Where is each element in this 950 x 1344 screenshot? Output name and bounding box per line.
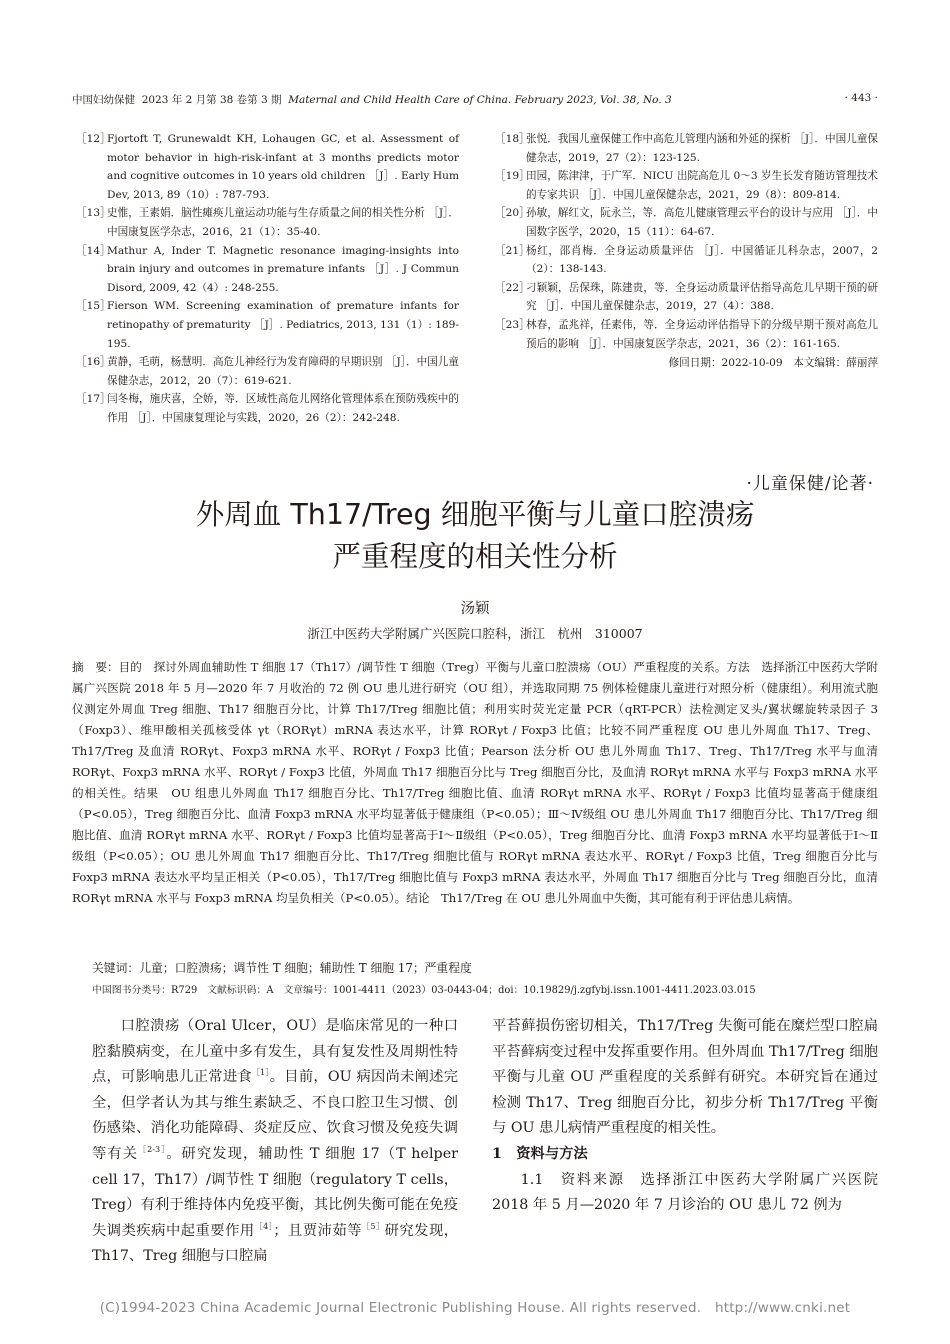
reference-number: ［23］ [495, 318, 530, 331]
citation: ［1］ [251, 1068, 270, 1078]
intro-paragraph [92, 1014, 458, 1270]
reference-text: Fierson WM. Screening examination of premature infants for retinopathy of prematurity ［J］. Pediatrics, 2013, 131（1）: 189-195. [107, 300, 459, 350]
reference-number: ［22］ [495, 281, 530, 294]
reference-item [495, 242, 878, 279]
intro-text-3: 。研究发现，辅助性 T 细胞 17（T helper cell 17，Th17）/调节性 T 细胞（regulatory T cells，Treg）有利于维持体内免疫平衡，其比例失衡可能在免疫失调类疾病中起重要作用 [92, 1145, 458, 1239]
section-heading-methods: 1 资料与方法 [492, 1145, 588, 1162]
revision-date-editor: 修回日期：2022-10-09 本文编辑：薛丽萍 [668, 357, 878, 370]
citation: ［2-3］ [138, 1145, 167, 1155]
abstract: 摘 要：目的 探讨外周血辅助性 T 细胞 17（Th17）/调节性 T 细胞（Treg）平衡与儿童口腔溃疡（OU）严重程度的关系。方法 选择浙江中医药大学附属广兴医院 2018 年 5 月—2020 年 7 月收治的 72 例 OU 患儿进行研究（OU 组），并选取同期 75 例体检健康儿童进行对照分析（健康组）。利用流式胞仪测定外周血 Treg 细胞、Th17 细胞百分比，计算 Th17/Treg 细胞比值；利用实时荧光定量 PCR（qRT-PCR）法检测定叉头/翼状螺旋转录因子 3（Foxp3）、维甲酸相关孤核受体 γt（RORγt）mRNA 表达水平，计算 RORγt / Foxp3 比值；比较不同严重程度 OU 患儿外周血 Th17、Treg、Th17/Treg 及血清 RORγt、Foxp3 mRNA 水平、RORγt / Foxp3 比值；Pearson 法分析 OU 患儿外周血 Th17、Treg、Th17/Treg 水平与血清 RORγt、Foxp3 mRNA 水平、RORγt / Foxp3 比值，外周血 Th17 细胞百分比与 Treg 细胞百分比，及血清 RORγt mRNA 水平与 Foxp3 mRNA 水平的相关性。结果 OU 组患儿外周血 Th17 细胞百分比、Th17/Treg 细胞比值、血清 RORγt mRNA 水平、RORγt / Foxp3 比值均显著高于健康组（P<0.05），Treg 细胞百分比、血清 Foxp3 mRNA 水平均显著低于健康组（P<0.05）；Ⅲ～Ⅳ级组 OU 患儿外周血 Th17 细胞百分比、Th17/Treg 细胞比值、血清 RORγt mRNA 水平、RORγt / Foxp3 比值均显著高于Ⅰ～Ⅱ级组（P<0.05），Treg 细胞百分比、血清 Foxp3 mRNA 水平均显著低于Ⅰ～Ⅱ级组（P<0.05）；OU 患儿外周血 Th17 细胞百分比、Th17/Treg 细胞比值与 RORγt mRNA 表达水平、RORγt / Foxp3 比值，Treg 细胞百分比与 Foxp3 mRNA 表达水平均呈正相关（P<0.05），Th17/Treg 细胞比值与 Foxp3 mRNA 表达水平，外周血 Th17 细胞百分比与 Treg 细胞百分比，血清 RORγt mRNA 水平与 Foxp3 mRNA 均呈负相关（P<0.05）。结论 Th17/Treg 在 OU 患儿外周血中失衡，其可能有利于评估患儿病情。 [72, 660, 878, 905]
reference-number: ［18］ [495, 133, 530, 145]
intro-paragraph-continued: 平苔藓损伤密切相关，Th17/Treg 失衡可能在糜烂型口腔扁平苔藓病变过程中发挥重要作用。但外周血 Th17/Treg 细胞平衡与儿童 OU 严重程度的关系鲜有研究。本研究旨在通过检测 Th17、Treg 细胞百分比，初步分析 Th17/Treg 平衡与 OU 患儿病情严重程度的相关性。 [492, 1018, 878, 1137]
reference-number: ［19］ [495, 170, 530, 183]
reference-text: 黄静，毛萌，杨慧明．高危儿神经行为发育障碍的早期识别 ［J］．中国儿童保健杂志，2012，20（7）：619-621. [107, 356, 459, 387]
running-header [72, 92, 878, 107]
title-line-1: 外周血 Th17/Treg 细胞平衡与儿童口腔溃疡 [195, 498, 755, 531]
reference-number: ［14］ [76, 244, 111, 257]
reference-item [76, 204, 459, 241]
citation: ［4］ [254, 1221, 274, 1231]
author-name: 汤颖 [460, 601, 490, 617]
reference-text: 刁颖颖，岳保珠，陈建贵，等．全身运动质量评估指导高危儿早期干预的研究 ［J］．中国儿童保健杂志，2019，27（4）：388. [526, 281, 878, 313]
reference-item [76, 390, 459, 427]
reference-item [495, 279, 878, 316]
reference-number: ［21］ [495, 244, 530, 257]
header-issue-cn: 2023 年 2 月第 38 卷第 3 期 [141, 94, 282, 106]
intro-text-1: 口腔溃疡（Oral Ulcer，OU）是临床常见的一种口腔黏膜病变，在儿童中多有发生，具有复发性及周期性特点，可影响患儿正常进食 [92, 1018, 458, 1086]
references-right-column [495, 130, 878, 373]
reference-text: 林春，孟兆祥，任素伟，等．全身运动评估指导下的分级早期干预对高危儿预后的影响 ［J］．中国康复医学杂志，2021，36（2）：161-165. [526, 318, 878, 350]
citation: ［5］ [362, 1221, 385, 1231]
reference-text: 闫冬梅，施庆喜，仝娇，等．区域性高危儿网络化管理体系在预防残疾中的作用 ［J］．中国康复理论与实践，2020，26（2）：242-248. [107, 393, 459, 424]
reference-text: 田园，陈津津，于广军．NICU 出院高危儿 0～3 岁生长发育随访管理技术的专家共识 ［J］．中国儿童保健杂志，2021，29（8）：809-814. [526, 170, 878, 201]
article-title [0, 494, 950, 578]
reference-item [76, 242, 459, 298]
reference-text: 杨红，邵肖梅．全身运动质量评估 ［J］．中国循证儿科杂志，2007，2（2）：138-143. [526, 244, 878, 276]
header-page-number: · 443 · [844, 92, 878, 104]
reference-number: ［13］ [76, 207, 111, 220]
reference-item [495, 204, 878, 241]
header-journal-en: Maternal and Child Health Care of China. February 2023, Vol. 38, No. 3 [288, 94, 672, 106]
copyright-footer: (C)1994-2023 China Academic Journal Electronic Publishing House. All rights reserved. http://www.cnki.net [99, 1300, 851, 1316]
references-left-column [76, 130, 459, 428]
intro-text-4: ；且贾沛茹等 [273, 1222, 362, 1239]
title-line-2: 严重程度的相关性分析 [332, 540, 618, 573]
reference-text: 孙敏，解红文，阮永兰，等．高危儿健康管理云平台的设计与应用 ［J］．中国数字医学，2020，15（11）：64-67. [526, 207, 878, 238]
reference-number: ［12］ [76, 133, 111, 145]
reference-number: ［17］ [76, 393, 111, 406]
subsection-data-source: 1.1 资料来源 选择浙江中医药大学附属广兴医院 2018 年 5 月—2020 年 7 月诊治的 OU 患儿 72 例为 [492, 1171, 878, 1214]
reference-text: 张悦．我国儿童保健工作中高危儿管理内涵和外延的探析 ［J］．中国儿童保健杂志，2019，27（2）：123-125. [526, 133, 878, 164]
reference-number: ［15］ [76, 300, 111, 313]
reference-item [76, 297, 459, 353]
header-journal-cn: 中国妇幼保健 [72, 94, 135, 106]
reference-item [495, 167, 878, 204]
keywords: 关键词：儿童；口腔溃疡；调节性 T 细胞；辅助性 T 细胞 17；严重程度 [92, 961, 472, 975]
reference-text: Fjortoft T, Grunewaldt KH, Lohaugen GC, et al. Assessment of motor behavior in high-risk-infant at 3 months predicts motor and cognitive outcomes in 10 years old children ［J］. Early Hum Dev, 2013, 89（10）: 787-793. [107, 133, 459, 201]
classification-line: 中国图书分类号：R729 文献标识码：A 文章编号：1001-4411（2023）03-0443-04；doi：10.19829/j.zgfybj.issn.1001-4411.2023.03.015 [92, 985, 756, 996]
body-left-column [92, 1014, 458, 1270]
author-affiliation: 浙江中医药大学附属广兴医院口腔科，浙江 杭州 310007 [307, 626, 643, 641]
intro-text-2: 。目前，OU 病因尚未阐述完全，但学者认为其与维生素缺乏、不良口腔卫生习惯、创伤感染、消化功能障碍、炎症反应、饮食习惯及免疫失调等有关 [92, 1069, 459, 1162]
reference-item [76, 130, 459, 204]
reference-item [495, 316, 878, 353]
reference-item [76, 353, 459, 390]
reference-item [495, 130, 878, 167]
reference-number: ［20］ [495, 207, 530, 220]
column-category-tag: ·儿童保健/论著· [746, 474, 874, 494]
reference-text: 史惟，王素娟．脑性瘫痪儿童运动功能与生存质量之间的相关性分析 ［J］．中国康复医学杂志，2016，21（1）：35-40. [107, 207, 459, 238]
reference-text: Mathur A, Inder T. Magnetic resonance imaging-insights into brain injury and outcomes in premature infants ［J］. J Commun Disord, 2009, 42（4）: 248-255. [107, 244, 459, 294]
body-right-column [492, 1014, 878, 1219]
reference-number: ［16］ [76, 356, 111, 369]
intro-text-5: 研究发现，Th17、Treg 细胞与口腔扁 [92, 1222, 459, 1265]
